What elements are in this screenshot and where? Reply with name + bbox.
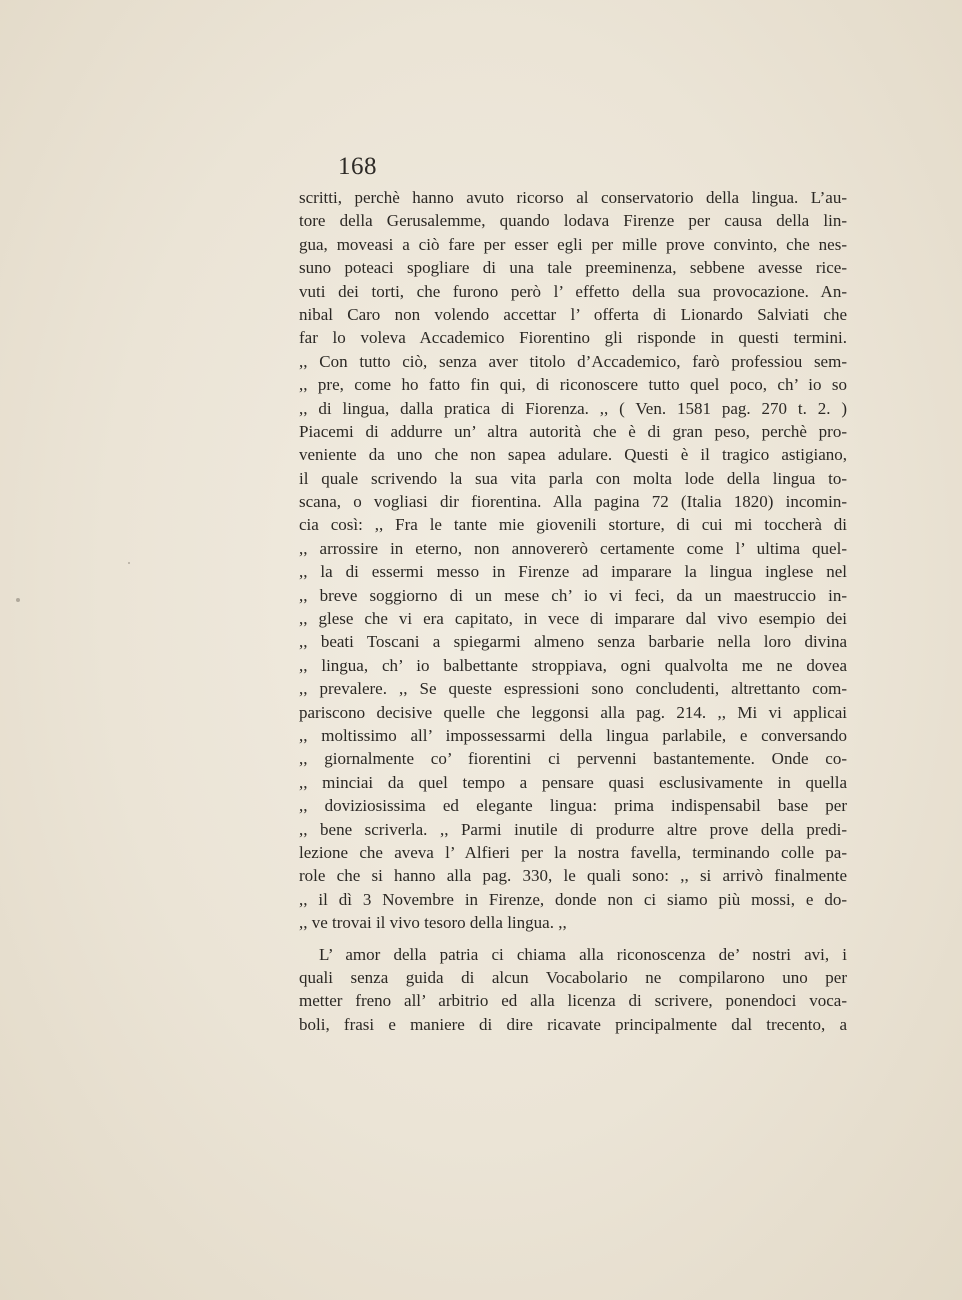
text-line: scana, o vogliasi dir fiorentina. Alla pagina 72 (Italia 1820) incomin- [299,492,847,512]
text-line: nibal Caro non volendo accettar l’ offerta di Lionardo Salviati che [299,304,847,324]
text-line: ,, glese che vi era capitato, in vece di imparare dal vivo esempio dei [299,609,847,629]
text-line: ,, ve trovai il vivo tesoro della lingua. ,, [299,913,567,933]
text-line: ,, breve soggiorno di un mese ch’ io vi feci, da un maestruccio in- [299,585,847,605]
text-line: ,, giornalmente co’ fiorentini ci pervenni bastantemente. Onde co- [299,749,847,769]
text-line: quali senza guida di alcun Vocabolario ne compilarono uno per [299,967,847,987]
text-line: ,, di lingua, dalla pratica di Fiorenza. ,, ( Ven. 1581 pag. 270 t. 2. ) [299,398,847,418]
text-line: il quale scrivendo la sua vita parla con molta lode della lingua to- [299,468,847,488]
text-line: cia così: ,, Fra le tante mie giovenili storture, di cui mi toccherà di [299,515,847,535]
paper-speck [128,562,130,564]
text-line: ,, prevalere. ,, Se queste espressioni sono concludenti, altrettanto com- [299,679,847,699]
text-line: scritti, perchè hanno avuto ricorso al conservatorio della lingua. L’au- [299,188,847,207]
text-line: vuti dei torti, che furono però l’ effetto della sua provocazione. An- [299,281,847,301]
text-line: ,, beati Toscani a spiegarmi almeno senza barbarie nella loro divina [299,632,847,652]
text-line: far lo voleva Accademico Fiorentino gli risponde in questi termini. [299,328,847,348]
paper-speck [16,598,20,602]
text-line: pariscono decisive quelle che leggonsi alla pag. 214. ,, Mi vi applicai [299,702,847,722]
paragraph-gap [299,935,847,943]
body-text [299,186,847,1036]
text-line: metter freno all’ arbitrio ed alla licenza di scrivere, ponendoci voca- [299,991,847,1011]
text-line: tore della Gerusalemme, quando lodava Firenze per causa della lin- [299,211,847,231]
text-line: ,, moltissimo all’ impossessarmi della lingua parlabile, e conversando [299,725,847,745]
text-line: ,, Con tutto ciò, senza aver titolo d’Accademico, farò professiou sem- [299,351,847,371]
text-line: ,, minciai da quel tempo a pensare quasi esclusivamente in quella [299,772,847,792]
text-line: ,, doviziosissima ed elegante lingua: prima indispensabil base per [299,796,847,816]
text-line: L’ amor della patria ci chiama alla riconoscenza de’ nostri avi, i [319,944,847,964]
text-line: suno poteaci spogliare di una tale preeminenza, sebbene avesse rice- [299,258,847,278]
text-line: gua, moveasi a ciò fare per esser egli per mille prove convinto, che nes- [299,234,847,254]
text-line: Piacemi di addurre un’ altra autorità che è di gran peso, perchè pro- [299,421,847,441]
text-line: ,, pre, come ho fatto fin qui, di riconoscere tutto quel poco, ch’ io so [299,375,847,395]
text-line: ,, arrossire in eterno, non annovererò certamente come l’ ultima quel- [299,538,847,558]
text-line: role che si hanno alla pag. 330, le quali sono: ,, si arrivò finalmente [299,866,847,886]
text-line: veniente da uno che non sapea adulare. Questi è il tragico astigiano, [299,445,847,465]
text-line: lezione che aveva l’ Alfieri per la nostra favella, terminando colle pa- [299,842,847,862]
text-line: boli, frasi e maniere di dire ricavate principalmente dal trecento, a [299,1014,847,1034]
text-line: ,, bene scriverla. ,, Parmi inutile di produrre altre prove della predi- [299,819,847,839]
page-number: 168 [338,153,377,180]
text-line: ,, lingua, ch’ io balbettante stroppiava, ogni qualvolta me ne dovea [299,655,847,675]
text-line: ,, il dì 3 Novembre in Firenze, donde non ci siamo più mossi, e do- [299,889,847,909]
text-line: ,, la di essermi messo in Firenze ad imparare la lingua inglese nel [299,562,847,582]
